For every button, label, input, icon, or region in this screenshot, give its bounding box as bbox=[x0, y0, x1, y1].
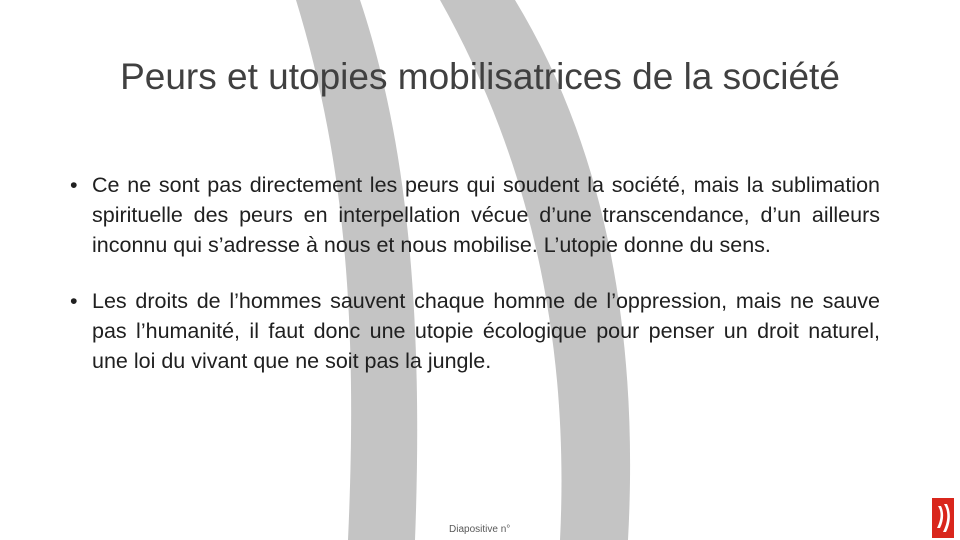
bullet-text: Ce ne sont pas directement les peurs qui soudent la société, mais la sublimation spirituelle des peurs en interpellation vécue d’une transcendance, d’un ailleurs inconnu qui s’adresse à nous et nous mobilise. L’utopie donne du sens. bbox=[92, 173, 880, 257]
bullet-item bbox=[68, 286, 880, 376]
bullet-marker: • bbox=[70, 289, 78, 313]
bullet-list bbox=[68, 170, 880, 402]
bullet-text: Les droits de l’hommes sauvent chaque homme de l’oppression, mais ne sauve pas l’humanité, il faut donc une utopie écologique pour penser un droit naturel, une loi du vivant que ne soit pas la jungle. bbox=[92, 289, 880, 373]
bullet-item bbox=[68, 170, 880, 260]
slide-title: Peurs et utopies mobilisatrices de la société bbox=[120, 56, 840, 97]
bullet-marker: • bbox=[70, 173, 78, 197]
brand-logo-icon bbox=[932, 498, 954, 538]
slide-number-footer: Diapositive n° bbox=[449, 524, 511, 535]
